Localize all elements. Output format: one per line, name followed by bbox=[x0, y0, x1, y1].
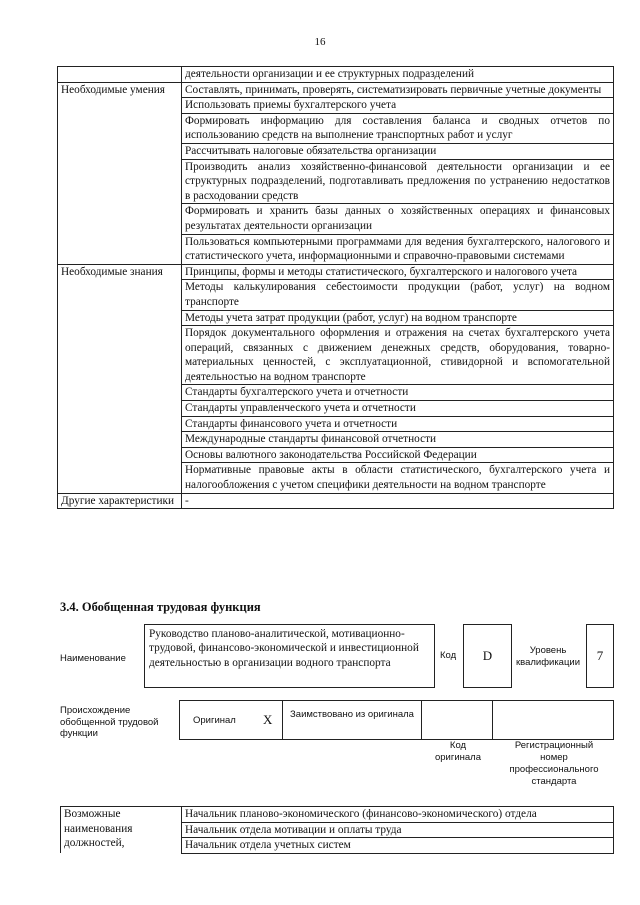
origin-divider bbox=[282, 700, 283, 739]
section-title: 3.4. Обобщенная трудовая функция bbox=[60, 600, 261, 614]
knowledge-item: Международные стандарты финансовой отчетности bbox=[182, 432, 614, 448]
origin-label: Происхождение обобщенной трудовой функции bbox=[60, 705, 159, 739]
knowledge-item: Методы калькулирования себестоимости продукции (работ, услуг) на водном транспорте bbox=[182, 280, 614, 310]
original-label: Оригинал bbox=[193, 715, 236, 726]
knowledge-label: Необходимые знания bbox=[58, 264, 182, 280]
skills-label: Необходимые умения bbox=[58, 82, 182, 98]
name-value: Руководство планово-аналитической, мотивационно-трудовой, финансово-экономической и инвестиционной деятельностью в организации водного транспорта bbox=[149, 628, 419, 669]
code-caption: Код оригинала bbox=[434, 740, 481, 763]
requirements-table bbox=[57, 66, 614, 509]
name-label: Наименование bbox=[60, 653, 126, 664]
reg-caption: Регистрационный номер профессионального стандарта bbox=[509, 740, 599, 787]
position-item: Начальник отдела учетных систем bbox=[182, 838, 614, 854]
skill-item: Использовать приемы бухгалтерского учета bbox=[182, 98, 614, 114]
level-value: 7 bbox=[596, 648, 604, 663]
skill-item: Формировать информацию для составления баланса и сводных отчетов по использованию средств на выполнение транспортных работ и услуг bbox=[182, 113, 614, 143]
code-value: D bbox=[482, 648, 493, 663]
origin-divider bbox=[492, 700, 493, 739]
skill-item: Формировать и хранить базы данных о хозяйственных операциях и финансовых результатах деятельности организации bbox=[182, 204, 614, 234]
other-label: Другие характеристики bbox=[58, 493, 182, 509]
skill-item: Пользоваться компьютерными программами для ведения бухгалтерского, налогового и статистического учета, информационными и справочно-правовыми системами bbox=[182, 234, 614, 264]
knowledge-item: Стандарты управленческого учета и отчетности bbox=[182, 401, 614, 417]
position-item: Начальник отдела мотивации и оплаты труда bbox=[182, 822, 614, 838]
name-box bbox=[144, 624, 435, 688]
code-box bbox=[463, 624, 512, 688]
skill-item: Составлять, принимать, проверять, систематизировать первичные учетные документы bbox=[182, 82, 614, 98]
knowledge-item: Принципы, формы и методы статистического, бухгалтерского и налогового учета bbox=[182, 264, 614, 280]
positions-table bbox=[60, 806, 614, 854]
knowledge-item: Стандарты бухгалтерского учета и отчетности bbox=[182, 385, 614, 401]
code-label: Код bbox=[440, 650, 457, 661]
empty-label-cell bbox=[58, 67, 182, 83]
page-number: 16 bbox=[314, 36, 326, 48]
original-mark: X bbox=[263, 712, 273, 727]
skill-item: Производить анализ хозяйственно-финансовой деятельности организации и ее структурных подразделений, подготавливать предложения по устранению недостатков в расходовании средств bbox=[182, 159, 614, 204]
knowledge-item: Основы валютного законодательства Российской Федерации bbox=[182, 447, 614, 463]
positions-label: Возможные наименования должностей, bbox=[61, 807, 182, 854]
level-box bbox=[586, 624, 614, 688]
knowledge-item: Методы учета затрат продукции (работ, услуг) на водном транспорте bbox=[182, 310, 614, 326]
skill-item: Рассчитывать налоговые обязательства организации bbox=[182, 143, 614, 159]
knowledge-item: Нормативные правовые акты в области статистического, бухгалтерского учета и налогообложения с учетом специфики деятельности на водном транспорте bbox=[182, 463, 614, 493]
origin-divider bbox=[421, 700, 422, 739]
knowledge-item: Стандарты финансового учета и отчетности bbox=[182, 416, 614, 432]
borrowed-label: Заимствовано из оригинала bbox=[290, 709, 414, 720]
knowledge-item: Порядок документального оформления и отражения на счетах бухгалтерского учета операций, связанных с движением денежных средств, оборудования, товарно-материальных ценностей, с эксплуатационной, стивидорной и вспомогательной деятельностью на водном транспорте bbox=[182, 326, 614, 385]
continuation-cell: деятельности организации и ее структурных подразделений bbox=[182, 67, 614, 83]
other-value: - bbox=[182, 493, 614, 509]
level-label: Уровень квалификации bbox=[515, 645, 581, 668]
position-item: Начальник планово-экономического (финансово-экономического) отдела bbox=[182, 807, 614, 823]
